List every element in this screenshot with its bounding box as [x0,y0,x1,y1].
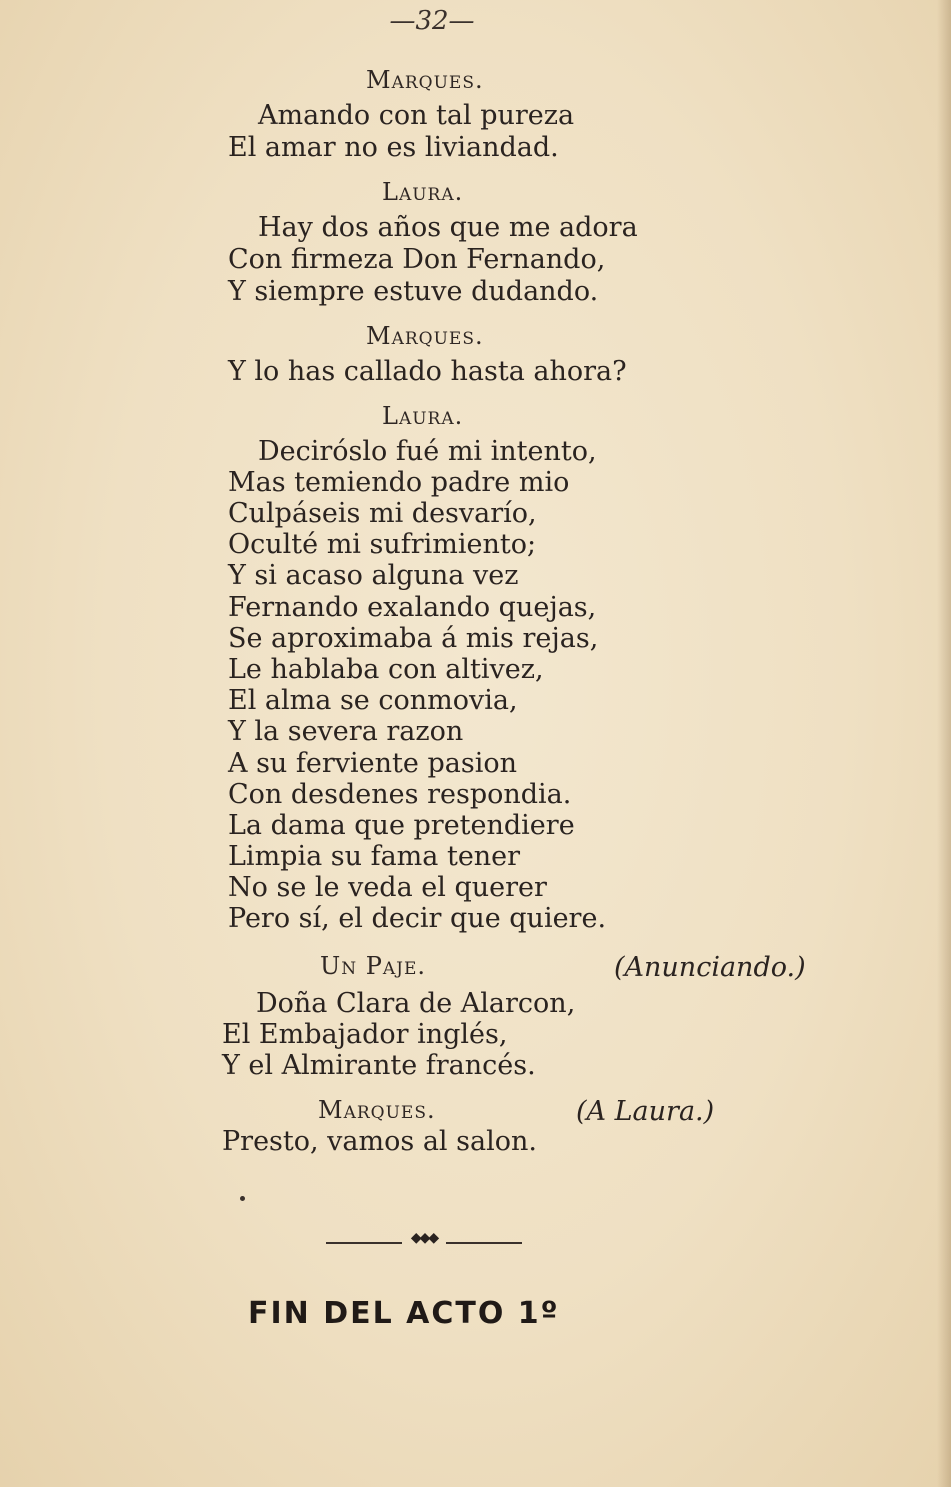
verse-line: Mas temiendo padre mio [228,467,570,498]
speaker-marques-1: Marques. [366,66,484,94]
verse-line: Fernando exalando quejas, [228,592,597,623]
speaker-un-paje: Un Paje. [320,952,427,980]
verse-line: Con desdenes respondia. [228,779,572,810]
verse-line: La dama que pretendiere [228,810,575,841]
verse-line: Se aproximaba á mis rejas, [228,623,599,654]
stage-direction-anunciando: (Anunciando.) [614,952,806,983]
verse-line: Pero sí, el decir que quiere. [228,903,607,934]
verse-line: Limpia su fama tener [228,841,521,872]
ornamental-divider [326,1230,522,1250]
verse-line: Y lo has callado hasta ahora? [228,356,627,387]
stage-direction-a-laura: (A Laura.) [576,1096,715,1127]
end-of-act-heading: FIN DEL ACTO 1º [248,1296,560,1331]
verse-line: Amando con tal pureza [258,100,575,131]
verse-line: El amar no es liviandad. [228,132,559,163]
verse-line: Hay dos años que me adora [258,212,638,243]
verse-line: Culpáseis mi desvarío, [228,498,537,529]
verse-line: Y el Almirante francés. [222,1050,536,1081]
verse-line: Y siempre estuve dudando. [228,276,599,307]
divider-ornament: ◆◆◆ [410,1230,438,1246]
page-edge-shadow [937,0,951,1487]
verse-line: Presto, vamos al salon. [222,1126,537,1157]
speaker-marques-3: Marques. [318,1096,436,1124]
verse-line: Oculté mi sufrimiento; [228,529,537,560]
divider-rule-left [326,1242,402,1244]
verse-line: Doña Clara de Alarcon, [256,988,576,1019]
verse-line: Y la severa razon [228,716,464,747]
verse-line: Con firmeza Don Fernando, [228,244,606,275]
speaker-marques-2: Marques. [366,322,484,350]
verse-line: Deciróslo fué mi intento, [258,436,597,467]
verse-line: No se le veda el querer [228,872,547,903]
verse-line: El alma se conmovia, [228,685,518,716]
page-number: —32— [389,6,475,36]
verse-line: El Embajador inglés, [222,1019,508,1050]
ink-speck [240,1196,245,1201]
verse-line: Y si acaso alguna vez [228,560,519,591]
speaker-laura-2: Laura. [382,402,464,430]
verse-line: A su ferviente pasion [228,748,517,779]
speaker-laura-1: Laura. [382,178,464,206]
divider-rule-right [446,1242,522,1244]
verse-line: Le hablaba con altivez, [228,654,544,685]
